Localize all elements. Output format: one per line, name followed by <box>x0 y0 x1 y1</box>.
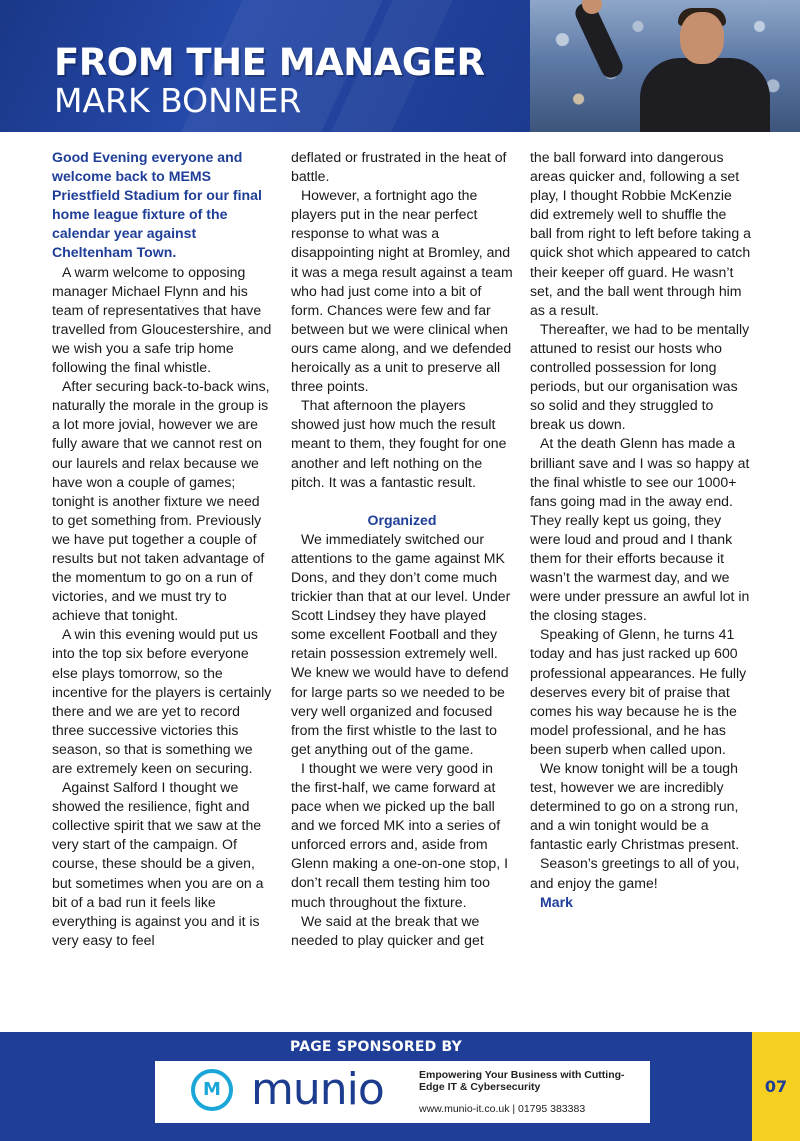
sponsor-tagline: Empowering Your Business with Cutting-Edge IT & Cybersecurity <box>419 1069 625 1093</box>
sponsored-by-label: PAGE SPONSORED BY <box>290 1039 462 1055</box>
sponsor-contact[interactable]: www.munio-it.co.uk | 01795 383383 <box>419 1103 586 1115</box>
paragraph: I thought we were very good in the first-half, we came forward at pace when we picked up the ball and we forced MK into a series of unforced errors and, aside from Glenn making a one-on-one stop, I don’t recall them testing him too much throughout the fixture. <box>291 759 509 910</box>
paragraph: However, a fortnight ago the players put in the near perfect response to what was a disappointing night at Bromley, and it was a mega result against a team who had just come into a bit of form. Chances were few and far between but we were clinical when ours came along, and we defended heroically as a unit to preserve all three points. <box>291 187 513 395</box>
article-column-1 <box>52 148 274 950</box>
article-column-2 <box>291 148 513 950</box>
paragraph: We immediately switched our attentions to the game against MK Dons, and they don’t come much trickier than that at our level. Under Scott Lindsey they have played some excellent Football and they retain possession extremely well. We knew we would have to defend for large parts so we needed to be very well organized and focused from the first whistle to the last to get anything out of the game. <box>291 530 511 757</box>
manager-photo <box>530 0 800 132</box>
paragraph: At the death Glenn has made a brilliant save and I was so happy at the final whistle to see our 1000+ fans going mad in the away end. They really kept us going, they were loud and proud and I thank them for their efforts because it wasn’t the warmest day, and we were under pressure an awful lot in the closing stages. <box>530 435 750 624</box>
page-subtitle: MARK BONNER <box>54 81 302 120</box>
paragraph: We said at the break that we needed to play quicker and get <box>291 912 484 948</box>
paragraph: Against Salford I thought we showed the resilience, fight and collective spirit that we saw at the very start of the campaign. Of course, these should be a given, but sometimes when you are on a bit of a bad run it feels like everything is against you and it is very easy to feel <box>52 779 264 948</box>
article-lead: Good Evening everyone and welcome back to MEMS Priestfield Stadium for our final home league fixture of the calendar year against Cheltenham Town. <box>52 149 262 261</box>
page-number: 07 <box>764 1077 788 1096</box>
page-number-box <box>752 1032 800 1141</box>
sponsor-banner[interactable] <box>155 1061 650 1123</box>
paragraph-continuation: deflated or frustrated in the heat of battle. <box>291 149 507 185</box>
paragraph: A win this evening would put us into the top six before everyone else plays tomorrow, so the incentive for the players is certainly there and we are yet to record three successive victories this season, so that is something we are extremely keen on securing. <box>52 626 272 776</box>
munio-logo-icon: M <box>191 1069 233 1111</box>
section-subheading: Organized <box>367 511 437 528</box>
paragraph: We know tonight will be a tough test, however we are incredibly determined to go on a strong run, and a win tonight would be a fantastic early Christmas present. <box>530 760 740 853</box>
paragraph-continuation: the ball forward into dangerous areas quicker and, following a set play, I thought Robbie McKenzie did extremely well to shuffle the ball from right to left before taking a quick shot which appeared to catch their keeper off guard. He wasn’t set, and the ball went through him as a result. <box>530 149 751 318</box>
signature: Mark <box>540 893 573 910</box>
article-column-3 <box>530 148 752 912</box>
manager-head <box>680 12 724 64</box>
article-body <box>52 148 762 1023</box>
paragraph: Speaking of Glenn, he turns 41 today and has just racked up 600 professional appearances. He fully deserves every bit of praise that comes his way because he is the model professional, and he has been superb when called upon. <box>530 626 747 757</box>
paragraph: That afternoon the players showed just how much the result meant to them, they fought for one another and left nothing on the pitch. It was a fantastic result. <box>291 397 507 490</box>
paragraph: Thereafter, we had to be mentally attuned to resist our hosts who controlled possession for long periods, but our organisation was so solid and they struggled to break us down. <box>530 320 750 433</box>
paragraph: A warm welcome to opposing manager Michael Flynn and his team of representatives that have travelled from Gloucestershire, and we wish you a safe trip home following the final whistle. <box>52 263 272 376</box>
page-title: FROM THE MANAGER <box>54 41 485 84</box>
manager-figure <box>640 58 770 132</box>
sponsor-logo-wordmark: munio <box>251 1064 384 1115</box>
sponsor-footer <box>0 1032 752 1141</box>
page-header <box>0 0 800 132</box>
paragraph: Season’s greetings to all of you, and enjoy the game! <box>530 855 740 891</box>
paragraph: After securing back-to-back wins, naturally the morale in the group is a lot more jovial, however we are fully aware that we cannot rest on our laurels and relax because we have won a couple of games; tonight is another fixture we need to get something from. Previously we have put together a couple of results but not taken advantage of the momentum to go on a run of victories, and we must try to achieve that tonight. <box>52 378 270 624</box>
